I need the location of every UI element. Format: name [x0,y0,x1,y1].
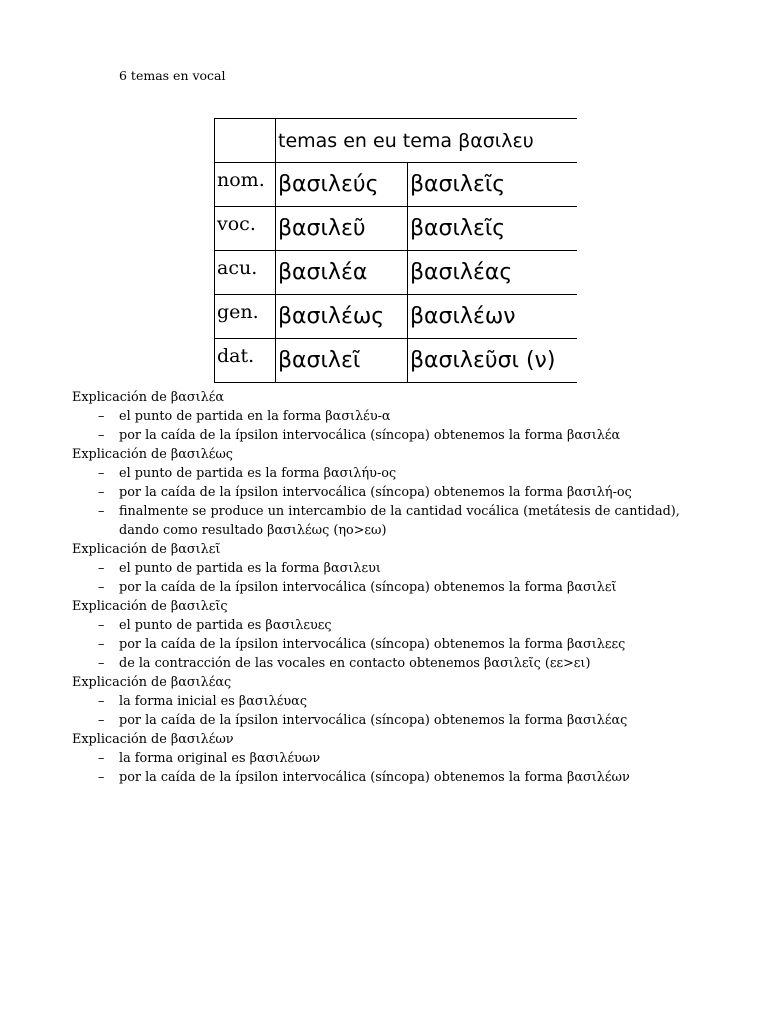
list-item [72,749,712,768]
page-heading: 6 temas en vocal [119,68,226,83]
explanation-title: Explicación de βασιλέων [72,732,234,747]
explanation-title: Explicación de βασιλεῖ [72,542,221,557]
list-item-text: el punto de partida es la forma βασιλευι [119,561,381,576]
list-item-text: la forma original es βασιλέυων [119,751,321,766]
case-label: dat. [215,339,276,383]
singular-form: βασιλεῖ [276,339,408,383]
plural-form: βασιλεῖς [408,163,578,207]
explanation-title: Explicación de βασιλέας [72,675,232,690]
list-item-text: el punto de partida en la forma βασιλέυ-α [119,409,391,424]
list-item [72,464,712,483]
explanation-title: Explicación de βασιλέως [72,447,233,462]
singular-form: βασιλεύς [276,163,408,207]
dash-bullet: – [98,656,105,671]
dash-bullet: – [98,580,105,595]
explanation-block [72,730,712,787]
list-item [72,578,712,597]
dash-bullet: – [98,561,105,576]
list-item [72,635,712,654]
list-item [72,426,712,445]
list-item [72,483,712,502]
list-item-text: el punto de partida es la forma βασιλήυ-ος [119,466,397,481]
explanation-list [72,407,712,445]
list-item [72,768,712,787]
list-item [72,502,712,540]
case-label: gen. [215,295,276,339]
dash-bullet: – [98,618,105,633]
dash-bullet: – [98,428,105,443]
table-row [215,163,578,207]
list-item-text: la forma inicial es βασιλέυας [119,694,307,709]
case-label: acu. [215,251,276,295]
explanation-list [72,692,712,730]
explanation-title: Explicación de βασιλεῖς [72,599,228,614]
table-row [215,339,578,383]
dash-bullet: – [98,504,105,519]
list-item [72,407,712,426]
explanation-block [72,597,712,673]
explanation-list [72,559,712,597]
list-item [72,711,712,730]
plural-form: βασιλεῦσι (ν) [408,339,578,383]
list-item-text: por la caída de la ípsilon intervocálica (síncopa) obtenemos la forma βασιλέων [119,770,630,785]
dash-bullet: – [98,485,105,500]
dash-bullet: – [98,770,105,785]
dash-bullet: – [98,409,105,424]
explanation-list [72,616,712,673]
case-label: nom. [215,163,276,207]
case-label: voc. [215,207,276,251]
list-item [72,559,712,578]
list-item-text: el punto de partida es βασιλευες [119,618,332,633]
list-item-text: por la caída de la ípsilon intervocálica (síncopa) obtenemos la forma βασιλέας [119,713,628,728]
plural-form: βασιλέας [408,251,578,295]
list-item [72,616,712,635]
plural-form: βασιλέων [408,295,578,339]
list-item [72,692,712,711]
list-item-text: finalmente se produce un intercambio de la cantidad vocálica (metátesis de cantidad), dando como resultado βασιλέως (ηο>εω) [119,504,680,538]
list-item-text: por la caída de la ípsilon intervocálica (síncopa) obtenemos la forma βασιλεῖ [119,580,617,595]
singular-form: βασιλέα [276,251,408,295]
table-header-row [215,119,578,163]
list-item-text: por la caída de la ípsilon intervocálica (síncopa) obtenemos la forma βασιλεες [119,637,626,652]
table-row [215,295,578,339]
singular-form: βασιλεῦ [276,207,408,251]
explanation-title: Explicación de βασιλέα [72,390,225,405]
dash-bullet: – [98,694,105,709]
explanation-list [72,464,712,540]
table-row [215,251,578,295]
explanations-section [72,388,712,787]
list-item-text: por la caída de la ípsilon intervocálica (síncopa) obtenemos la forma βασιλέα [119,428,621,443]
singular-form: βασιλέως [276,295,408,339]
explanation-block [72,540,712,597]
dash-bullet: – [98,466,105,481]
table-header-title: temas en eu tema βασιλευ [276,119,578,163]
dash-bullet: – [98,637,105,652]
dash-bullet: – [98,751,105,766]
list-item-text: de la contracción de las vocales en contacto obtenemos βασιλεῖς (εε>ει) [119,656,591,671]
table-header-empty-cell [215,119,276,163]
dash-bullet: – [98,713,105,728]
list-item [72,654,712,673]
explanation-list [72,749,712,787]
explanation-block [72,673,712,730]
declension-table [214,118,577,383]
table-row [215,207,578,251]
explanation-block [72,388,712,445]
plural-form: βασιλεῖς [408,207,578,251]
list-item-text: por la caída de la ípsilon intervocálica (síncopa) obtenemos la forma βασιλή-ος [119,485,632,500]
explanation-block [72,445,712,540]
